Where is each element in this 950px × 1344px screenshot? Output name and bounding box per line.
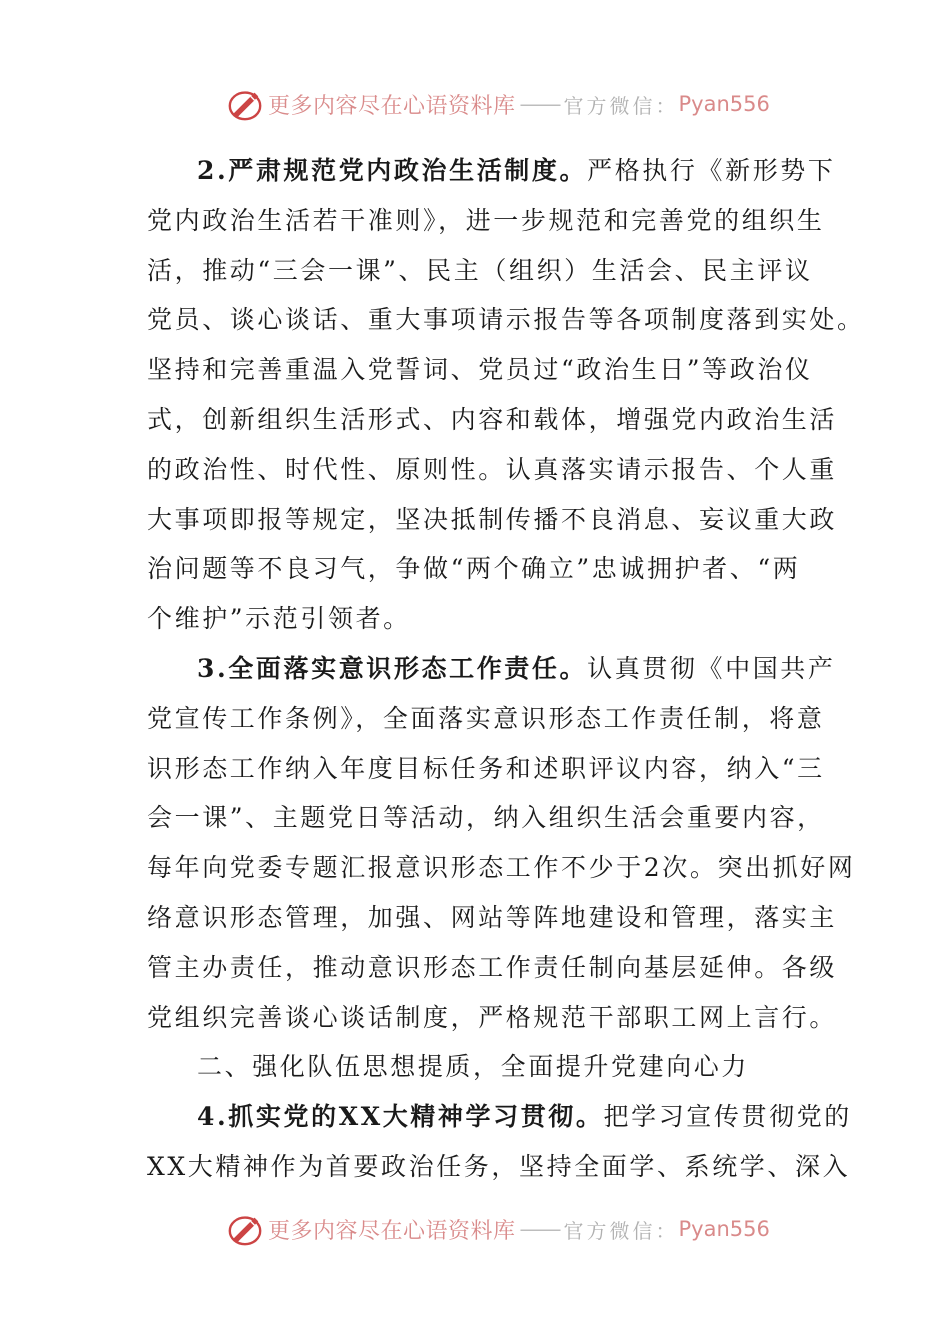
paragraph-line: 会一课”、主题党日等活动，纳入组织生活会重要内容， <box>147 803 825 833</box>
paragraph-line: 治问题等不良习气，争做“两个确立”忠诚拥护者、“两 <box>147 554 801 584</box>
paragraph-line <box>147 1092 852 1142</box>
paragraph-heading: 2.严肃规范党内政治生活制度。 <box>197 156 588 185</box>
paragraph-line <box>147 146 836 196</box>
paragraph-line: 识形态工作纳入年度目标任务和述职评议内容，纳入“三 <box>147 753 825 783</box>
pen-logo-icon <box>226 85 264 123</box>
watermark-wechat-id: Pyan556 <box>678 1217 770 1241</box>
paragraph-text: 认真贯彻《中国共产 <box>587 653 836 683</box>
watermark-text: 更多内容尽在心语资料库 <box>268 1218 516 1244</box>
paragraph-line: 管主办责任，推动意识形态工作责任制向基层延伸。各级 <box>147 952 838 982</box>
paragraph-text: 严格执行《新形势下 <box>587 156 836 185</box>
paragraph-line: 大事项即报等规定，坚决抵制传播不良消息、妄议重大政 <box>147 504 838 534</box>
paragraph-heading: 3.全面落实意识形态工作责任。 <box>197 653 588 683</box>
watermark-dash: —— <box>519 91 560 117</box>
paragraph-line: 络意识形态管理，加强、网站等阵地建设和管理，落实主 <box>147 902 838 932</box>
watermark-text: 更多内容尽在心语资料库 <box>268 93 516 119</box>
paragraph-line: 坚持和完善重温入党誓词、党员过“政治生日”等政治仪 <box>147 355 813 385</box>
paragraph-line <box>147 644 836 694</box>
paragraph-text: 把学习宣传贯彻党的 <box>603 1102 852 1132</box>
pen-logo-icon <box>226 1210 264 1248</box>
paragraph-line: 每年向党委专题汇报意识形态工作不少于2次。突出抓好网 <box>147 853 856 883</box>
watermark-wechat-id: Pyan556 <box>678 92 770 116</box>
paragraph-line: XX大精神作为首要政治任务，坚持全面学、系统学、深入 <box>147 1151 851 1181</box>
watermark-footer <box>226 1209 770 1249</box>
paragraph-line: 党宣传工作条例》，全面落实意识形态工作责任制，将意 <box>147 703 825 733</box>
watermark-header <box>226 84 770 124</box>
paragraph-line: 党员、谈心谈话、重大事项请示报告等各项制度落到实处。 <box>147 305 865 335</box>
paragraph-line: 的政治性、时代性、原则性。认真落实请示报告、个人重 <box>147 454 838 484</box>
paragraph-line: 活，推动“三会一课”、民主（组织）生活会、民主评议 <box>147 255 813 285</box>
watermark-dash: —— <box>519 1216 560 1242</box>
paragraph-line: 个维护”示范引领者。 <box>147 604 411 634</box>
paragraph-heading: 4.抓实党的XX大精神学习贯彻。 <box>197 1102 604 1132</box>
document-body <box>147 146 865 1192</box>
watermark-wechat-label: 官方微信： <box>563 93 679 118</box>
paragraph-line: 党组织完善谈心谈话制度，严格规范干部职工网上言行。 <box>147 1002 838 1032</box>
section-title: 二、强化队伍思想提质，全面提升党建向心力 <box>197 1052 750 1082</box>
watermark-wechat-label: 官方微信： <box>563 1218 679 1243</box>
paragraph-line: 式，创新组织生活形式、内容和载体，增强党内政治生活 <box>147 404 838 434</box>
paragraph-line: 党内政治生活若干准则》，进一步规范和完善党的组织生 <box>147 205 825 235</box>
